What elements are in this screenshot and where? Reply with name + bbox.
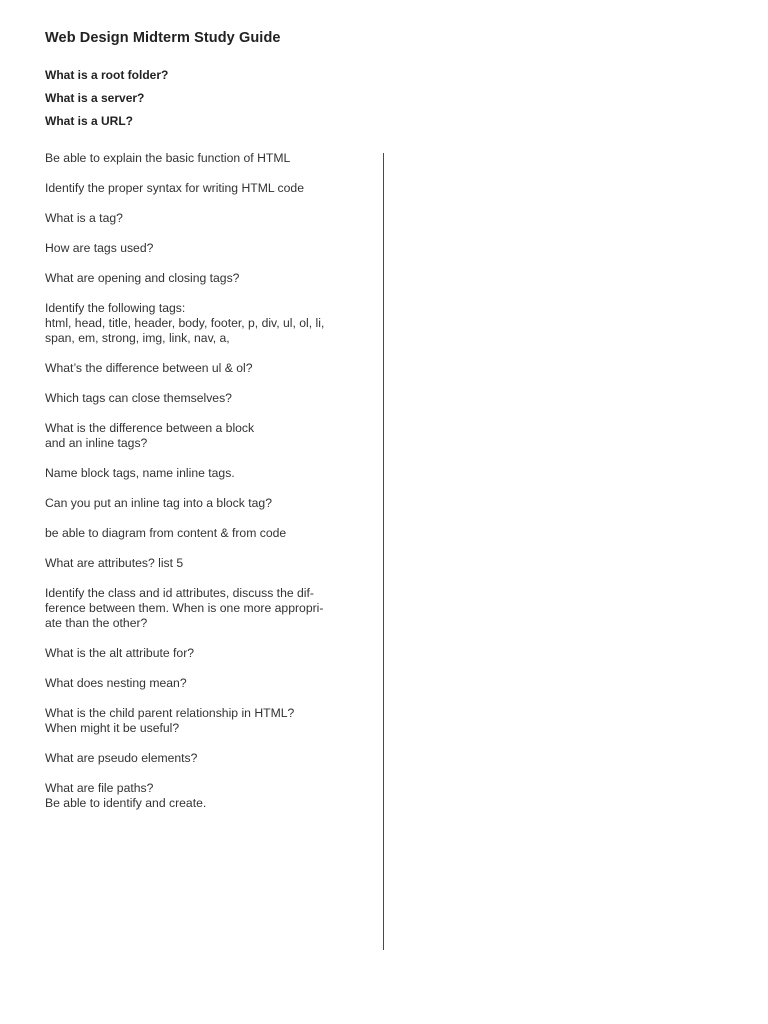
study-item-nesting: What does nesting mean? — [45, 676, 187, 690]
key-question-root-folder: What is a root folder? — [45, 68, 169, 82]
study-item-html-syntax: Identify the proper syntax for writing HTML code — [45, 181, 304, 195]
column-divider — [383, 153, 384, 950]
study-item-opening-closing-tags: What are opening and closing tags? — [45, 271, 240, 285]
study-item-what-is-tag: What is a tag? — [45, 211, 123, 225]
study-item-tags-used: How are tags used? — [45, 241, 154, 255]
study-item-name-block-inline: Name block tags, name inline tags. — [45, 466, 235, 480]
study-item-ul-vs-ol: What’s the difference between ul & ol? — [45, 361, 253, 375]
study-item-child-parent: What is the child parent relationship in HTML? When might it be useful? — [45, 706, 295, 735]
page-title: Web Design Midterm Study Guide — [45, 30, 281, 46]
study-item-block-vs-inline: What is the difference between a block and an inline tags? — [45, 421, 255, 450]
study-item-attributes: What are attributes? list 5 — [45, 556, 184, 570]
key-question-server: What is a server? — [45, 91, 145, 105]
study-item-inline-in-block: Can you put an inline tag into a block tag? — [45, 496, 272, 510]
study-item-identify-tags: Identify the following tags: html, head, title, header, body, footer, p, div, ul, ol, li, span, em, strong, img, link, nav, a, — [45, 301, 325, 345]
study-item-html-function: Be able to explain the basic function of HTML — [45, 151, 291, 165]
study-item-file-paths: What are file paths? Be able to identify and create. — [45, 781, 207, 810]
study-items-list — [45, 151, 375, 826]
study-item-alt-attribute: What is the alt attribute for? — [45, 646, 195, 660]
study-item-diagram: be able to diagram from content & from code — [45, 526, 287, 540]
study-item-pseudo-elements: What are pseudo elements? — [45, 751, 198, 765]
key-question-url: What is a URL? — [45, 114, 134, 128]
key-questions-list — [45, 68, 168, 137]
study-item-class-id: Identify the class and id attributes, discuss the dif- ference between them. When is one more appropri- ate than the other? — [45, 586, 324, 630]
study-item-self-closing-tags: Which tags can close themselves? — [45, 391, 232, 405]
